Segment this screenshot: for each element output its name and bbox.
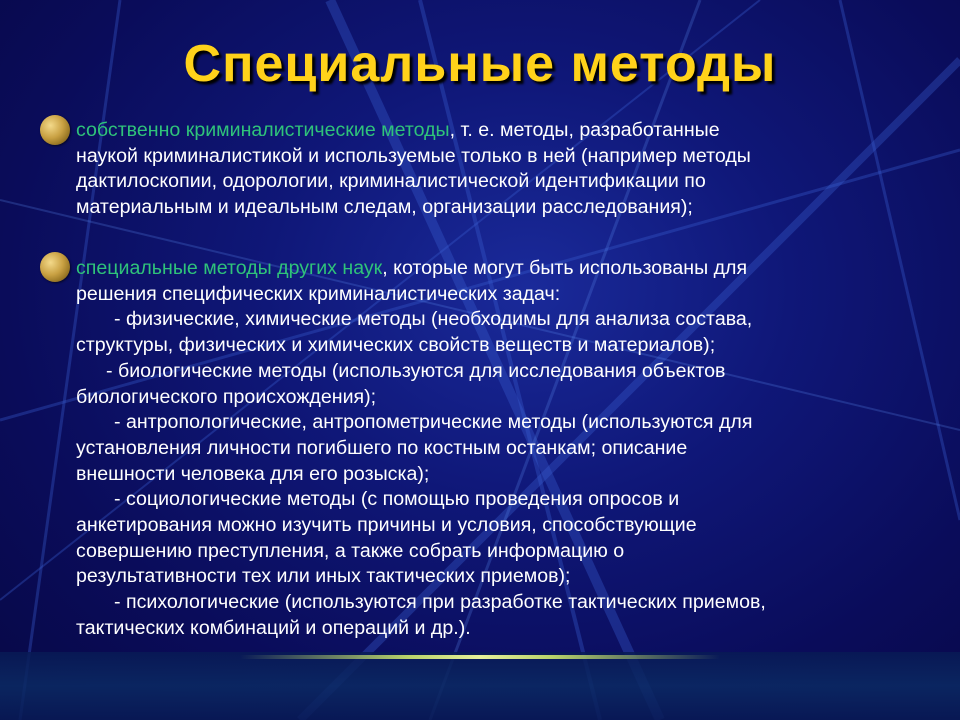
bullet2-line4: структуры, физических и химических свойств веществ и материалов); — [76, 334, 716, 357]
gold-coin-bullet-icon — [40, 252, 70, 282]
bullet2-line15: тактических комбинаций и операций и др.). — [76, 616, 471, 639]
bullet2-line1 — [76, 256, 916, 282]
bullet2-line12: совершению преступления, а также собрать информацию о — [76, 539, 625, 562]
bullet2-line7: - антропологические, антропометрические методы (используются для — [114, 411, 753, 434]
bullet2-line5: - биологические методы (используются для исследования объектов — [106, 359, 726, 382]
slide-title: Специальные методы — [183, 35, 777, 93]
bullet1-line1 — [76, 118, 916, 144]
bullet2-line6: биологического происхождения); — [76, 385, 377, 408]
bullet1-line3: дактилоскопии, одорологии, криминалистической идентификации по — [76, 170, 706, 193]
bullet-item-other-sciences-methods — [76, 256, 916, 642]
bullet-item-criminalistic-methods — [76, 118, 916, 221]
bullet2-line2: решения специфических криминалистических задач: — [76, 282, 561, 305]
footer-band — [0, 652, 960, 720]
bullet2-line9: внешности человека для его розыска); — [76, 462, 430, 485]
bullet2-accent: специальные методы других наук — [76, 257, 383, 279]
bullet2-line1-rest: , которые могут быть использованы для — [382, 257, 748, 279]
bullet1-line4: материальным и идеальным следам, организации расследования); — [76, 196, 693, 219]
bullet2-line10: - социологические методы (с помощью проведения опросов и — [114, 488, 680, 511]
footer-stripe — [240, 655, 720, 659]
bullet2-line14: - психологические (используются при разработке тактических приемов, — [114, 591, 766, 614]
bullet2-line3: - физические, химические методы (необходимы для анализа состава, — [114, 308, 753, 331]
bullet1-accent: собственно криминалистические методы — [76, 119, 450, 141]
bullet2-line11: анкетирования можно изучить причины и условия, способствующие — [76, 514, 697, 537]
gold-coin-bullet-icon — [40, 115, 70, 145]
bullet2-line8: установления личности погибшего по костным останкам; описание — [76, 436, 688, 459]
bullet2-line13: результативности тех или иных тактических приемов); — [76, 565, 571, 588]
bullet1-line1-rest: , т. е. методы, разработанные — [449, 119, 720, 141]
bullet1-line2: наукой криминалистикой и используемые только в ней (например методы — [76, 144, 751, 167]
